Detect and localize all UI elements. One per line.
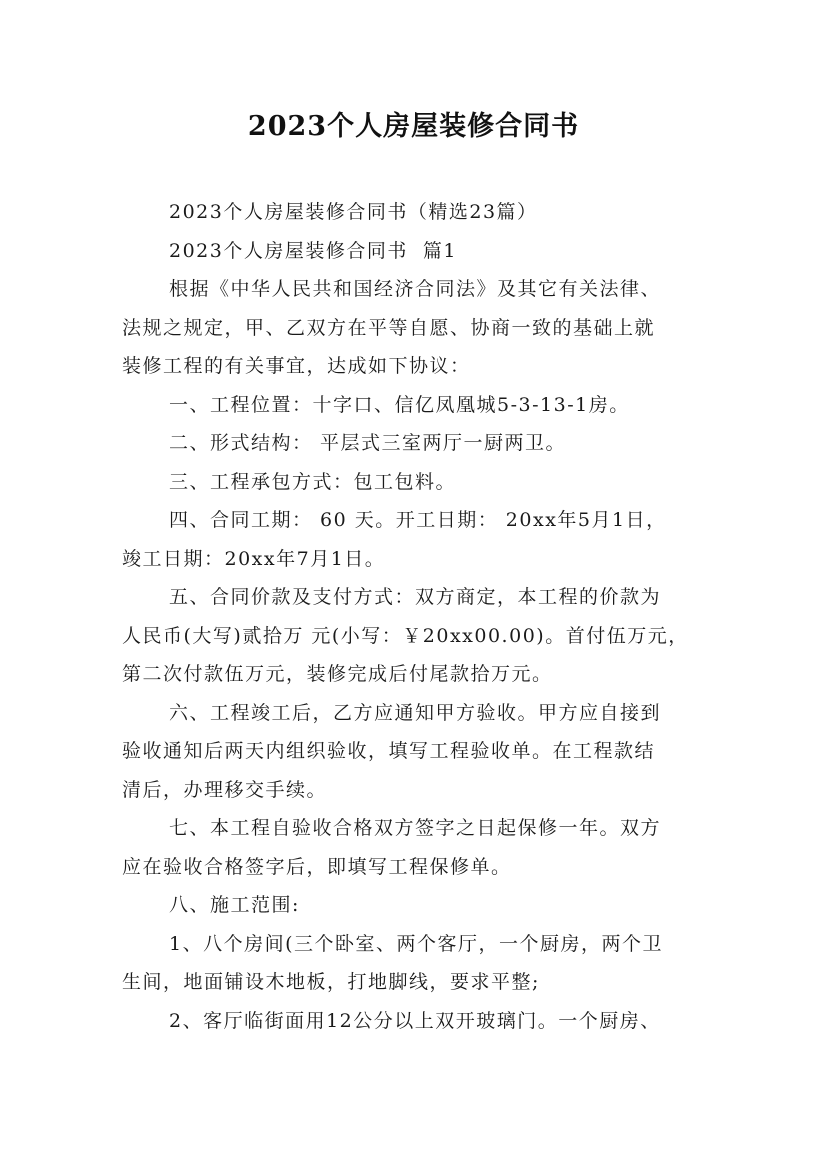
paragraph [122, 1002, 722, 1041]
paragraph [122, 809, 722, 886]
paragraph-line: 法规之规定，甲、乙双方在平等自愿、协商一致的基础上就 [122, 316, 656, 339]
paragraph-line: 四、合同工期： 60 天。开工日期： 20xx年5月1日， [169, 509, 667, 531]
paragraph-line: 人民币(大写)贰拾万 元(小写：￥20xx00.00)。首付伍万元， [122, 624, 689, 647]
paragraph-line: 三、工程承包方式：包工包料。 [169, 470, 457, 493]
paragraph-line: 第二次付款伍万元，装修完成后付尾款拾万元。 [122, 663, 553, 685]
paragraph [122, 694, 722, 810]
paragraph-line: 应在验收合格签字后，即填写工程保修单。 [122, 855, 512, 878]
paragraph-line: 竣工日期：20xx年7月1日。 [122, 547, 386, 570]
paragraph [122, 386, 722, 425]
paragraph-line: 装修工程的有关事宜，达成如下协议： [122, 355, 471, 377]
paragraph-line: 七、本工程自验收合格双方签字之日起保修一年。双方 [169, 817, 662, 839]
paragraph-line: 生间，地面铺设木地板，打地脚线，要求平整; [122, 971, 540, 993]
section-heading: 2023个人房屋装修合同书 篇1 [169, 239, 458, 262]
paragraph-line: 1、八个房间(三个卧室、两个客厅，一个厨房，两个卫 [169, 932, 664, 955]
document-title: 2023个人房屋装修合同书 [247, 111, 580, 142]
paragraph-line: 清后，办理移交手续。 [122, 778, 328, 801]
subtitle-line: 2023个人房屋装修合同书（精选23篇） [169, 201, 538, 223]
paragraph [122, 463, 722, 502]
paragraph-list [122, 270, 722, 1040]
paragraph [122, 424, 722, 463]
paragraph [122, 501, 722, 578]
paragraph [122, 270, 722, 386]
paragraph-line: 一、工程位置：十字口、信亿凤凰城5-3-13-1房。 [169, 393, 630, 416]
paragraph [122, 578, 722, 694]
paragraph-line: 五、合同价款及支付方式：双方商定，本工程的价款为 [169, 586, 662, 608]
paragraph [122, 886, 722, 925]
paragraph [122, 925, 722, 1002]
document-body [122, 193, 722, 1040]
paragraph-line: 六、工程竣工后，乙方应通知甲方验收。甲方应自接到 [169, 701, 662, 724]
paragraph-line: 二、形式结构： 平层式三室两厅一厨两卫。 [169, 432, 567, 454]
paragraph-line: 2、客厅临街面用12公分以上双开玻璃门。一个厨房、 [169, 1009, 661, 1032]
paragraph-line: 八、施工范围: [169, 894, 300, 916]
paragraph-line: 根据《中华人民共和国经济合同法》及其它有关法律、 [169, 278, 662, 300]
paragraph-line: 验收通知后两天内组织验收，填写工程验收单。在工程款结 [122, 740, 656, 762]
